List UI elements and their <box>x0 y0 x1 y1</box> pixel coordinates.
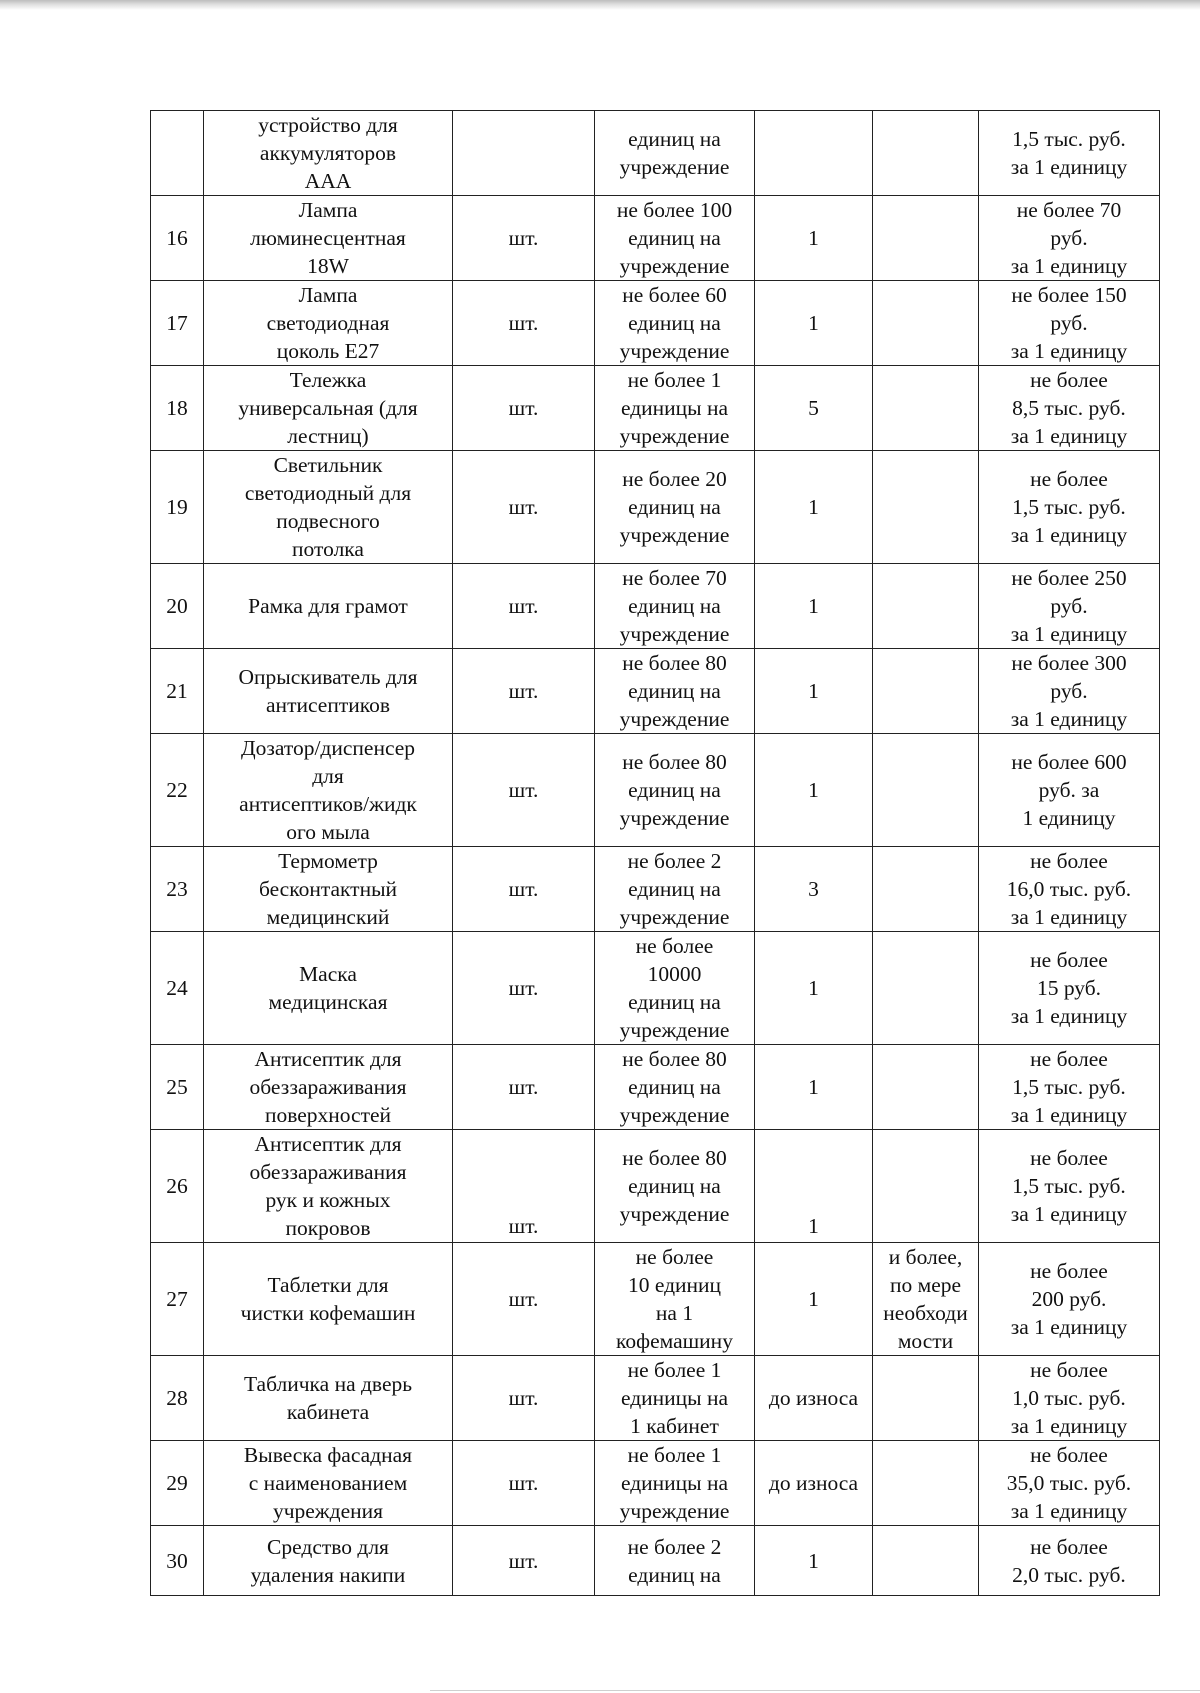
table-row <box>151 1130 1160 1243</box>
table-row <box>151 1243 1160 1356</box>
item-period: до износа <box>755 1356 873 1441</box>
row-number <box>151 111 204 196</box>
item-note <box>873 932 979 1045</box>
norms-table <box>150 110 1160 1596</box>
item-period: 1 <box>755 649 873 734</box>
table-row <box>151 847 1160 932</box>
item-period: 1 <box>755 1526 873 1596</box>
item-name: Тележка универсальная (для лестниц) <box>204 366 453 451</box>
item-quantity: не более 100 единиц на учреждение <box>595 196 755 281</box>
item-name: Антисептик для обеззараживания поверхностей <box>204 1045 453 1130</box>
item-unit: шт. <box>453 1356 595 1441</box>
row-number: 26 <box>151 1130 204 1243</box>
item-period: 1 <box>755 564 873 649</box>
item-period: до износа <box>755 1441 873 1526</box>
item-period: 1 <box>755 196 873 281</box>
item-note <box>873 1356 979 1441</box>
item-quantity: не более 1 единицы на учреждение <box>595 1441 755 1526</box>
item-quantity: не более 80 единиц на учреждение <box>595 734 755 847</box>
item-name: Дозатор/диспенсер для антисептиков/жидк ого мыла <box>204 734 453 847</box>
item-name: Рамка для грамот <box>204 564 453 649</box>
item-price: не более 300 руб. за 1 единицу <box>979 649 1160 734</box>
item-name: устройство для аккумуляторов ААА <box>204 111 453 196</box>
item-unit: шт. <box>453 847 595 932</box>
item-price: не более 1,5 тыс. руб. за 1 единицу <box>979 1130 1160 1243</box>
row-number: 18 <box>151 366 204 451</box>
item-price: не более 70 руб. за 1 единицу <box>979 196 1160 281</box>
row-number: 20 <box>151 564 204 649</box>
item-price: не более 15 руб. за 1 единицу <box>979 932 1160 1045</box>
item-name: Вывеска фасадная с наименованием учреждения <box>204 1441 453 1526</box>
item-note <box>873 847 979 932</box>
item-unit: шт. <box>453 196 595 281</box>
item-note <box>873 1526 979 1596</box>
item-price: 1,5 тыс. руб. за 1 единицу <box>979 111 1160 196</box>
row-number: 21 <box>151 649 204 734</box>
item-name: Маска медицинская <box>204 932 453 1045</box>
item-note <box>873 1441 979 1526</box>
scan-bottom-line <box>430 1690 1200 1691</box>
scan-edge <box>0 0 1200 10</box>
table-row <box>151 649 1160 734</box>
item-period: 1 <box>755 932 873 1045</box>
item-price: не более 2,0 тыс. руб. <box>979 1526 1160 1596</box>
item-unit: шт. <box>453 451 595 564</box>
item-quantity: не более 2 единиц на <box>595 1526 755 1596</box>
item-name: Антисептик для обеззараживания рук и кожных покровов <box>204 1130 453 1243</box>
item-name: Табличка на дверь кабинета <box>204 1356 453 1441</box>
item-price: не более 35,0 тыс. руб. за 1 единицу <box>979 1441 1160 1526</box>
item-note <box>873 281 979 366</box>
item-note <box>873 1045 979 1130</box>
table-row <box>151 281 1160 366</box>
row-number: 25 <box>151 1045 204 1130</box>
item-quantity: не более 10000 единиц на учреждение <box>595 932 755 1045</box>
item-note <box>873 564 979 649</box>
item-name: Опрыскиватель для антисептиков <box>204 649 453 734</box>
item-name: Лампа светодиодная цоколь Е27 <box>204 281 453 366</box>
table-row <box>151 451 1160 564</box>
item-price: не более 250 руб. за 1 единицу <box>979 564 1160 649</box>
item-note <box>873 111 979 196</box>
item-price: не более 150 руб. за 1 единицу <box>979 281 1160 366</box>
item-unit: шт. <box>453 366 595 451</box>
item-quantity: не более 80 единиц на учреждение <box>595 649 755 734</box>
item-name: Таблетки для чистки кофемашин <box>204 1243 453 1356</box>
item-price: не более 1,5 тыс. руб. за 1 единицу <box>979 451 1160 564</box>
item-note: и более, по мере необходи мости <box>873 1243 979 1356</box>
item-unit: шт. <box>453 1526 595 1596</box>
row-number: 28 <box>151 1356 204 1441</box>
item-period: 1 <box>755 1243 873 1356</box>
item-unit: шт. <box>453 281 595 366</box>
item-quantity: не более 80 единиц на учреждение <box>595 1045 755 1130</box>
item-name: Средство для удаления накипи <box>204 1526 453 1596</box>
item-quantity: не более 20 единиц на учреждение <box>595 451 755 564</box>
item-unit <box>453 111 595 196</box>
item-unit: шт. <box>453 932 595 1045</box>
item-unit: шт. <box>453 1130 595 1243</box>
item-unit: шт. <box>453 1243 595 1356</box>
item-note <box>873 1130 979 1243</box>
row-number: 24 <box>151 932 204 1045</box>
item-price: не более 200 руб. за 1 единицу <box>979 1243 1160 1356</box>
row-number: 19 <box>151 451 204 564</box>
item-price: не более 1,5 тыс. руб. за 1 единицу <box>979 1045 1160 1130</box>
item-price: не более 600 руб. за 1 единицу <box>979 734 1160 847</box>
item-name: Светильник светодиодный для подвесного потолка <box>204 451 453 564</box>
item-unit: шт. <box>453 734 595 847</box>
row-number: 27 <box>151 1243 204 1356</box>
item-quantity: не более 1 единицы на учреждение <box>595 366 755 451</box>
row-number: 16 <box>151 196 204 281</box>
item-quantity: единиц на учреждение <box>595 111 755 196</box>
table-row <box>151 1356 1160 1441</box>
row-number: 30 <box>151 1526 204 1596</box>
item-price: не более 1,0 тыс. руб. за 1 единицу <box>979 1356 1160 1441</box>
item-note <box>873 734 979 847</box>
table-row <box>151 564 1160 649</box>
table-row <box>151 1045 1160 1130</box>
item-unit: шт. <box>453 1045 595 1130</box>
item-note <box>873 366 979 451</box>
item-period: 1 <box>755 1130 873 1243</box>
item-note <box>873 451 979 564</box>
item-name: Лампа люминесцентная 18W <box>204 196 453 281</box>
item-quantity: не более 1 единицы на 1 кабинет <box>595 1356 755 1441</box>
item-period <box>755 111 873 196</box>
item-price: не более 8,5 тыс. руб. за 1 единицу <box>979 366 1160 451</box>
item-period: 3 <box>755 847 873 932</box>
item-period: 1 <box>755 1045 873 1130</box>
row-number: 17 <box>151 281 204 366</box>
item-note <box>873 649 979 734</box>
table-row <box>151 932 1160 1045</box>
item-quantity: не более 70 единиц на учреждение <box>595 564 755 649</box>
row-number: 29 <box>151 1441 204 1526</box>
item-unit: шт. <box>453 649 595 734</box>
table-row <box>151 1441 1160 1526</box>
item-period: 1 <box>755 734 873 847</box>
item-quantity: не более 60 единиц на учреждение <box>595 281 755 366</box>
item-name: Термометр бесконтактный медицинский <box>204 847 453 932</box>
item-unit: шт. <box>453 564 595 649</box>
item-quantity: не более 80 единиц на учреждение <box>595 1130 755 1243</box>
table-body <box>151 111 1160 1596</box>
item-period: 1 <box>755 281 873 366</box>
row-number: 22 <box>151 734 204 847</box>
table-row <box>151 734 1160 847</box>
item-period: 5 <box>755 366 873 451</box>
item-period: 1 <box>755 451 873 564</box>
row-number: 23 <box>151 847 204 932</box>
item-note <box>873 196 979 281</box>
table-row <box>151 1526 1160 1596</box>
item-quantity: не более 10 единиц на 1 кофемашину <box>595 1243 755 1356</box>
item-unit: шт. <box>453 1441 595 1526</box>
table-row <box>151 366 1160 451</box>
item-quantity: не более 2 единиц на учреждение <box>595 847 755 932</box>
item-price: не более 16,0 тыс. руб. за 1 единицу <box>979 847 1160 932</box>
table-row <box>151 111 1160 196</box>
table-row <box>151 196 1160 281</box>
